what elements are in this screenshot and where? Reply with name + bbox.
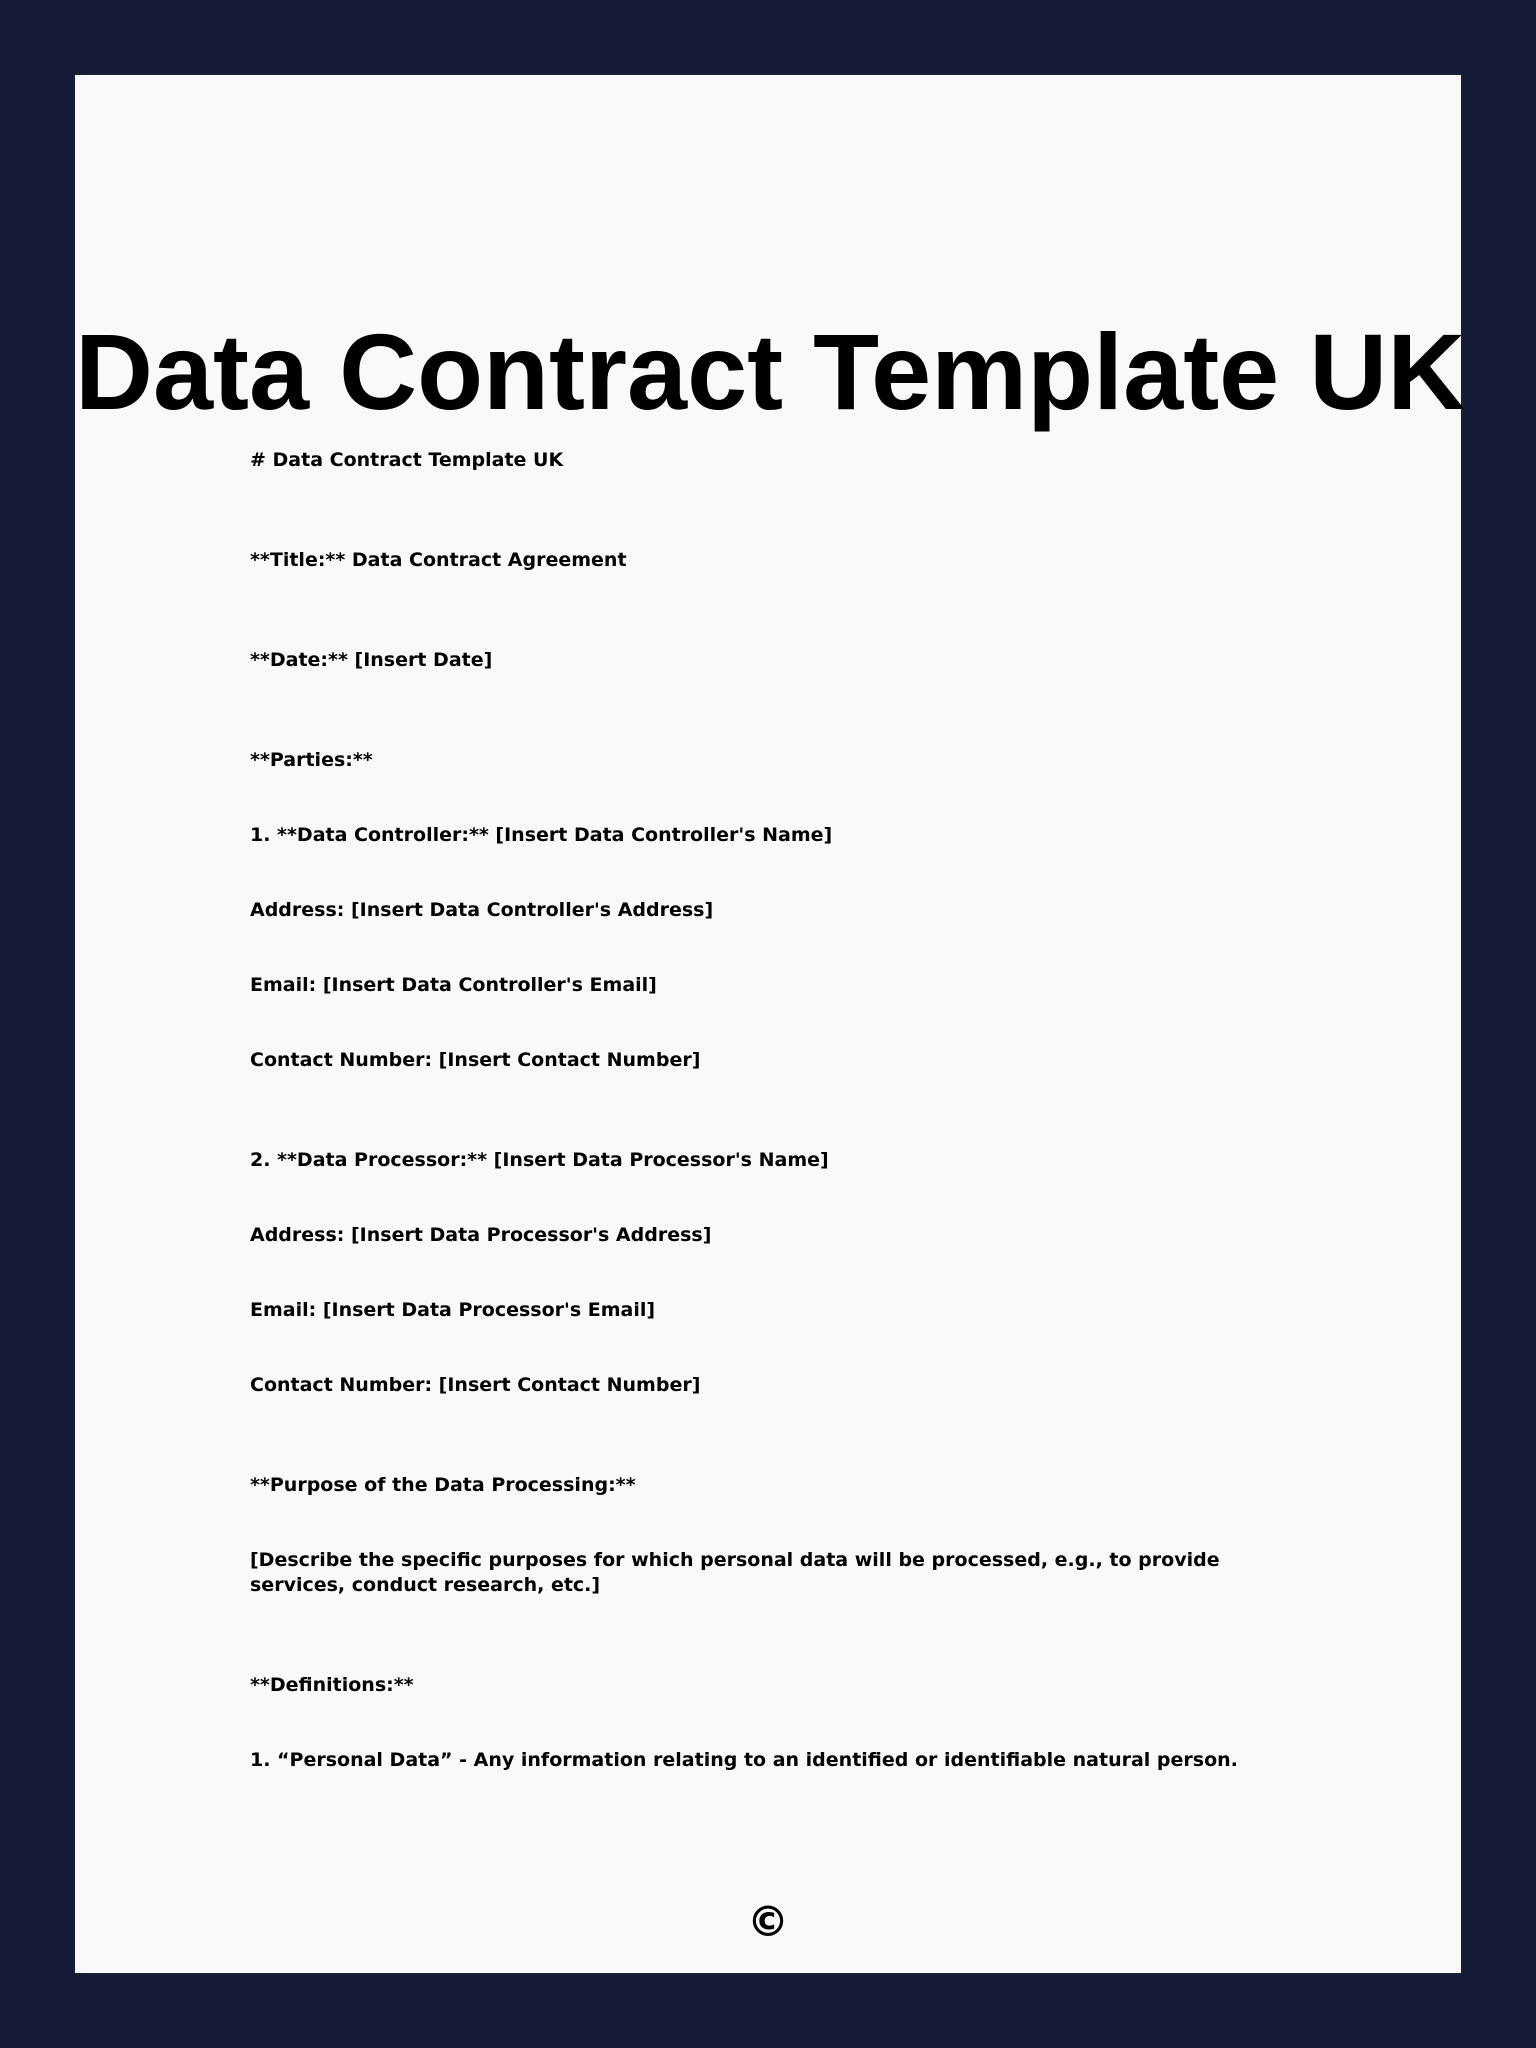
document-page bbox=[75, 75, 1466, 1973]
date-line: **Date:** [Insert Date] bbox=[250, 649, 493, 671]
definition-personal-data: 1. “Personal Data” - Any information relating to an identified or identifiable natural person. bbox=[250, 1749, 1238, 1771]
processor-name-line: 2. **Data Processor:** [Insert Data Processor's Name] bbox=[250, 1149, 829, 1171]
processor-address-line: Address: [Insert Data Processor's Address] bbox=[250, 1224, 712, 1246]
page-title: Data Contract Template UK bbox=[75, 311, 1466, 432]
markdown-heading-line: # Data Contract Template UK bbox=[250, 449, 564, 471]
purpose-heading: **Purpose of the Data Processing:** bbox=[250, 1474, 636, 1496]
definitions-heading: **Definitions:** bbox=[250, 1674, 414, 1696]
controller-name-line: 1. **Data Controller:** [Insert Data Controller's Name] bbox=[250, 824, 833, 846]
processor-email-line: Email: [Insert Data Processor's Email] bbox=[250, 1299, 656, 1321]
processor-contact-line: Contact Number: [Insert Contact Number] bbox=[250, 1374, 701, 1396]
controller-address-line: Address: [Insert Data Controller's Address] bbox=[250, 899, 714, 921]
title-line: **Title:** Data Contract Agreement bbox=[250, 549, 627, 571]
controller-email-line: Email: [Insert Data Controller's Email] bbox=[250, 974, 657, 996]
copyright-icon: © bbox=[747, 1897, 789, 1946]
controller-contact-line: Contact Number: [Insert Contact Number] bbox=[250, 1049, 701, 1071]
parties-heading: **Parties:** bbox=[250, 749, 373, 771]
purpose-description: [Describe the specific purposes for which personal data will be processed, e.g., to provide services, conduct research, etc.] bbox=[250, 1549, 1220, 1596]
